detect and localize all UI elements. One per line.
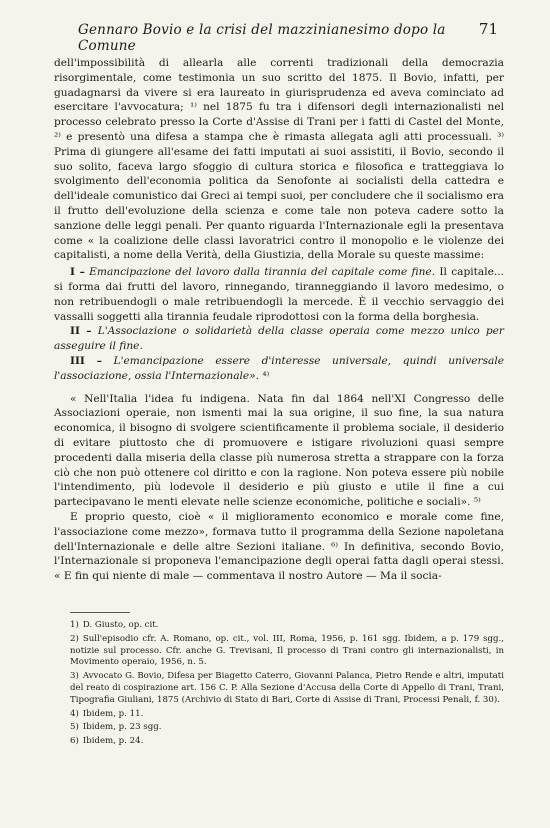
- footnote-text: Ibidem, p. 23 sgg.: [82, 722, 162, 733]
- footnote-text: D. Giusto, op. cit.: [82, 620, 159, 630]
- footnotes: [70, 620, 504, 750]
- page-number: 71: [478, 20, 498, 38]
- thesis-item: [54, 324, 504, 354]
- thesis-item: [54, 354, 504, 384]
- thesis-number: I –: [70, 266, 85, 279]
- footnote: [70, 620, 504, 632]
- footnote-number: 3): [70, 671, 79, 682]
- paragraph: E proprio questo, cioè « il miglioramento economico e morale come fine, l'associazione come mezzo», formava tutto il programma della Sezione napoletana dell'Internazionale e delle altre Sezioni italiane. ⁶⁾ In definitiva, secondo Bovio, l'Internazionale si proponeva l'emancipazione degli operai fatta dagli operai stessi. « E fin qui niente di male — commentava il nostro Autore — Ma il socia-: [54, 510, 504, 583]
- thesis-title: L'Associazione o solidarietà della classe operaia come mezzo unico per asseguire il fine.: [54, 325, 504, 353]
- paragraph: dell'impossibilità di allearla alle correnti tradizionali della democrazia risorgimentale, come testimonia un suo scritto del 1875. Il Bovio, infatti, per guadagnarsi da vivere si era laureato in giurisprudenza ed aveva cominciato ad esercitare l'avvocatura; ¹⁾ nel 1875 fu tra i difensori degli internazionalisti nel processo celebrato presso la Corte d'Assise di Trani per i fatti di Castel del Monte, ²⁾ e presentò una difesa a stampa che è rimasta allegata agli atti processuali. ³⁾ Prima di giungere all'esame dei fatti imputati ai suoi assistiti, il Bovio, secondo il suo solito, faceva largo sfoggio di cultura storica e filosofica e tratteggiava lo svolgimento dell'economia politica da Senofonte ai socialisti della cattedra e dell'ideale comunistico dai Greci ai tempi suoi, per concludere che il socialismo era il frutto dell'evoluzione della scienza e come tale non poteva cadere sotto la sanzione delle leggi penali. Per quanto riguarda l'Internazionale egli la presentava come « la coalizione delle classi lavoratrici contro il monopolio e le violenze dei capitalisti, a nome della Verità, della Giustizia, della Morale su queste massime:: [54, 57, 504, 262]
- footnote-text: Ibidem, p. 24.: [82, 736, 144, 747]
- footnote-number: 4): [70, 708, 79, 719]
- footnote-number: 1): [70, 620, 79, 630]
- thesis-item: [54, 265, 504, 324]
- thesis-number: III –: [70, 354, 103, 367]
- footnote: [70, 634, 504, 669]
- footnote-number: 5): [70, 722, 79, 733]
- footnote: [70, 709, 504, 721]
- footnote-number: 6): [70, 736, 79, 747]
- footnote: [70, 722, 504, 734]
- theses-list: [54, 265, 504, 383]
- footnote: [70, 671, 504, 706]
- thesis-title: Emancipazione del lavoro dalla tirannia del capitale come fine.: [89, 266, 436, 279]
- footnote-text: Ibidem, p. 11.: [82, 708, 144, 719]
- thesis-number: II –: [70, 325, 92, 338]
- footnote-number: 2): [70, 633, 79, 644]
- thesis-text: Il capitale... si forma dai frutti del lavoro, rinnegando, tiranneggiando il lavoro medesimo, o non retribuendogli o male retribuendogli la mercede. È il vecchio servaggio dei vassalli soggetti alla tirannia feudale riprodottosi con la forma della borghesia.: [54, 266, 504, 323]
- running-head: Gennaro Bovio e la crisi del mazzinianesimo dopo la Comune: [78, 22, 446, 54]
- thesis-text: ⁴⁾: [259, 369, 270, 382]
- footnote: [70, 736, 504, 748]
- body-text: [54, 56, 504, 584]
- footnote-separator: [70, 612, 130, 613]
- footnote-text: Sull'episodio cfr. A. Romano, op. cit., vol. III, Roma, 1956, p. 161 sgg. Ibidem, a p. 179 sgg., notizie sul processo. Cfr. anche G. Trevisani, Il processo di Trani contro gli internazionalisti, in Movimento operaio, 1956, n. 5.: [70, 633, 504, 668]
- quote-paragraph: « Nell'Italia l'idea fu indigena. Nata fin dal 1864 nell'XI Congresso delle Associazioni operaie, non ismenti mai la sua origine, il suo fine, la sua natura economica, il bisogno di svolgere scientificamente il problema sociale, il desiderio di evitare piuttosto che di promuovere e istigare rivoluzioni quasi sempre procedenti dalla miseria della classe più numerosa stretta a strappare con la forza ciò che non può ottenere col diritto e con la ragione. Non poteva essere più nobile l'intendimento, più lodevole il desiderio e più giusto e utile il fine a cui partecipavano le menti elevate nelle scienze economiche, politiche e sociali». ⁵⁾: [54, 392, 504, 509]
- thesis-title: L'emancipazione essere d'interesse universale, quindi universale l'associazione, ossia l'Internazionale».: [54, 354, 504, 382]
- footnote-text: Avvocato G. Bovio, Difesa per Biagetto Caterro, Giovanni Palanca, Pietro Rende e altri, imputati del reato di cospirazione art. 156 C. P. Alla Sezione d'Accusa della Corte di Appello di Trani, Trani, Tipografia Giuliani, 1875 (Archivio di Stato di Bari, Corte di Assise di Trani, Processi Penali, f. 30).: [70, 671, 504, 705]
- page-header: [56, 20, 498, 54]
